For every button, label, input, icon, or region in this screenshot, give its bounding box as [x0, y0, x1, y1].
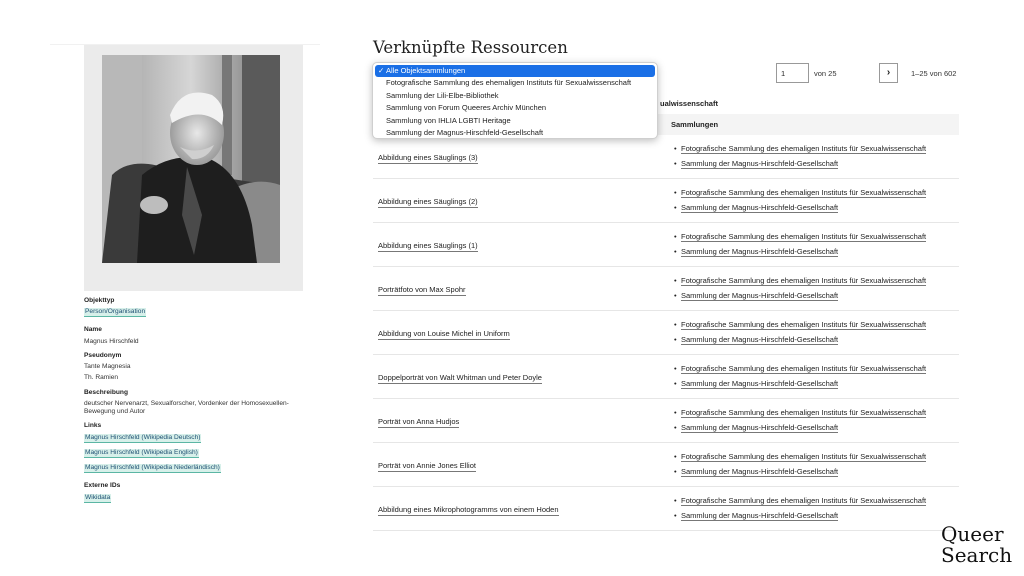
- meta-field: [84, 422, 314, 476]
- resource-title-link[interactable]: Abbildung eines Säuglings (3): [378, 153, 478, 162]
- resource-title-link[interactable]: Doppelporträt von Walt Whitman und Peter Doyle: [378, 373, 542, 382]
- collection-list-item: [674, 423, 838, 433]
- bullet-icon: •: [674, 511, 677, 520]
- bullet-icon: •: [674, 159, 677, 168]
- collection-filter-dropdown[interactable]: [372, 62, 658, 139]
- bullet-icon: •: [674, 320, 677, 329]
- meta-label: Pseudonym: [84, 351, 122, 359]
- collection-link[interactable]: Sammlung der Magnus-Hirschfeld-Gesellschaft: [681, 467, 839, 476]
- bullet-icon: •: [674, 364, 677, 373]
- table-row: [373, 399, 959, 443]
- meta-label: Objekttyp: [84, 297, 115, 304]
- dropdown-option-label: Fotografische Sammlung des ehemaligen Instituts für Sexualwissenschaft: [386, 78, 632, 88]
- result-range: 1–25 von 602: [911, 69, 957, 78]
- table-row: [373, 311, 959, 355]
- collection-list-item: [674, 247, 838, 257]
- dropdown-option[interactable]: [375, 65, 655, 77]
- bullet-icon: •: [674, 203, 677, 212]
- table-row: [373, 267, 959, 311]
- collection-list-item: [674, 452, 926, 462]
- collection-list-item: [674, 188, 926, 198]
- collection-list-item: [674, 291, 838, 301]
- collection-link[interactable]: Fotografische Sammlung des ehemaligen Instituts für Sexualwissenschaft: [681, 276, 927, 285]
- page-number-input[interactable]: 1: [776, 63, 809, 83]
- next-page-button[interactable]: ›: [879, 63, 898, 83]
- collection-list-item: [674, 159, 838, 169]
- meta-label: Externe IDs: [84, 482, 121, 490]
- bullet-icon: •: [674, 423, 677, 432]
- logo-line-1: Queer: [941, 522, 1004, 546]
- resource-title-link[interactable]: Porträt von Anna Hudjos: [378, 417, 460, 426]
- dropdown-option[interactable]: [375, 77, 655, 89]
- collection-list-item: [674, 408, 926, 418]
- bullet-icon: •: [674, 188, 677, 197]
- meta-link[interactable]: Person/Organisation: [84, 308, 146, 317]
- collection-list-item: [674, 203, 838, 213]
- column-header-collections: Sammlungen: [671, 120, 719, 129]
- meta-value: Tante Magnesia: [84, 363, 131, 371]
- bullet-icon: •: [674, 291, 677, 300]
- bullet-icon: •: [674, 247, 677, 256]
- collection-heading: ualwissenschaft: [660, 99, 718, 108]
- collection-link[interactable]: Sammlung der Magnus-Hirschfeld-Gesellschaft: [681, 247, 839, 256]
- meta-label: Name: [84, 326, 102, 334]
- dropdown-option[interactable]: [375, 90, 655, 102]
- collection-link[interactable]: Sammlung der Magnus-Hirschfeld-Gesellschaft: [681, 379, 839, 388]
- collection-link[interactable]: Fotografische Sammlung des ehemaligen Instituts für Sexualwissenschaft: [681, 364, 927, 373]
- check-icon: ✓: [378, 66, 385, 75]
- table-row: [373, 135, 959, 179]
- table-row: [373, 443, 959, 487]
- dropdown-option-label: Sammlung der Lili-Elbe-Bibliothek: [386, 90, 499, 100]
- meta-field: [84, 352, 314, 383]
- object-metadata: [84, 297, 314, 512]
- collection-list-item: [674, 335, 838, 345]
- meta-field: [84, 297, 314, 320]
- meta-field: [84, 389, 314, 417]
- meta-link[interactable]: Magnus Hirschfeld (Wikipedia English): [84, 449, 199, 458]
- collection-link[interactable]: Sammlung der Magnus-Hirschfeld-Gesellschaft: [681, 335, 839, 344]
- meta-value: Th. Ramien: [84, 374, 119, 382]
- table-row: [373, 179, 959, 223]
- collection-link[interactable]: Fotografische Sammlung des ehemaligen Instituts für Sexualwissenschaft: [681, 188, 927, 197]
- collection-list-item: [674, 276, 926, 286]
- logo-line-2: Search: [941, 543, 1013, 567]
- dropdown-option-label: Sammlung von Forum Queeres Archiv München: [386, 103, 547, 113]
- resource-title-link[interactable]: Abbildung eines Mikrophotogramms von einem Hoden: [378, 505, 559, 514]
- resource-title-link[interactable]: Porträtfoto von Max Spohr: [378, 285, 466, 294]
- collection-link[interactable]: Sammlung der Magnus-Hirschfeld-Gesellschaft: [681, 203, 839, 212]
- dropdown-option[interactable]: [375, 102, 655, 114]
- collection-list-item: [674, 144, 926, 154]
- bullet-icon: •: [674, 232, 677, 241]
- meta-label: Beschreibung: [84, 388, 128, 396]
- meta-value: Magnus Hirschfeld: [84, 337, 139, 345]
- table-row: [373, 223, 959, 267]
- collection-list-item: [674, 511, 838, 521]
- table-row: [373, 487, 959, 531]
- collection-list-item: [674, 496, 926, 506]
- meta-value: deutscher Nervenarzt, Sexualforscher, Vordenker der Homosexuellen-Bewegung und Autor: [84, 399, 289, 416]
- resource-title-link[interactable]: Abbildung eines Säuglings (2): [378, 197, 478, 206]
- table-row: [373, 355, 959, 399]
- dropdown-option[interactable]: [375, 115, 655, 127]
- collection-list-item: [674, 467, 838, 477]
- meta-link[interactable]: Magnus Hirschfeld (Wikipedia Niederländisch): [84, 464, 221, 473]
- page-count: von 25: [814, 69, 837, 78]
- bullet-icon: •: [674, 496, 677, 505]
- meta-link[interactable]: Wikidata: [84, 494, 111, 503]
- collection-list-item: [674, 364, 926, 374]
- collection-list-item: [674, 379, 838, 389]
- collection-link[interactable]: Sammlung der Magnus-Hirschfeld-Gesellschaft: [681, 511, 839, 520]
- bullet-icon: •: [674, 452, 677, 461]
- collection-list-item: [674, 320, 926, 330]
- resource-title-link[interactable]: Abbildung von Louise Michel in Uniform: [378, 329, 510, 338]
- bullet-icon: •: [674, 467, 677, 476]
- resource-title-link[interactable]: Porträt von Annie Jones Elliot: [378, 461, 476, 470]
- queer-search-logo[interactable]: [941, 524, 1021, 566]
- collection-link[interactable]: Sammlung der Magnus-Hirschfeld-Gesellschaft: [681, 159, 839, 168]
- collection-list-item: [674, 232, 926, 242]
- bullet-icon: •: [674, 276, 677, 285]
- collection-link[interactable]: Fotografische Sammlung des ehemaligen Instituts für Sexualwissenschaft: [681, 496, 927, 505]
- collection-link[interactable]: Sammlung der Magnus-Hirschfeld-Gesellschaft: [681, 423, 839, 432]
- bullet-icon: •: [674, 379, 677, 388]
- bullet-icon: •: [674, 335, 677, 344]
- collection-link[interactable]: Fotografische Sammlung des ehemaligen Instituts für Sexualwissenschaft: [681, 452, 927, 461]
- dropdown-option[interactable]: [375, 127, 655, 139]
- portrait-photo: [102, 55, 280, 263]
- collection-link[interactable]: Fotografische Sammlung des ehemaligen Instituts für Sexualwissenschaft: [681, 320, 927, 329]
- resources-table: [373, 114, 959, 531]
- dropdown-option-label: Alle Objektsammlungen: [386, 66, 466, 75]
- collection-link[interactable]: Fotografische Sammlung des ehemaligen Instituts für Sexualwissenschaft: [681, 144, 927, 153]
- meta-link[interactable]: Magnus Hirschfeld (Wikipedia Deutsch): [84, 434, 201, 443]
- bullet-icon: •: [674, 144, 677, 153]
- dropdown-option-label: Sammlung der Magnus-Hirschfeld-Gesellschaft: [386, 127, 544, 137]
- meta-field: [84, 482, 314, 505]
- page-title: Verknüpfte Ressourcen: [373, 38, 568, 57]
- collection-link[interactable]: Sammlung der Magnus-Hirschfeld-Gesellschaft: [681, 291, 839, 300]
- bullet-icon: •: [674, 408, 677, 417]
- resource-title-link[interactable]: Abbildung eines Säuglings (1): [378, 241, 478, 250]
- collection-link[interactable]: Fotografische Sammlung des ehemaligen Instituts für Sexualwissenschaft: [681, 408, 927, 417]
- collection-link[interactable]: Fotografische Sammlung des ehemaligen Instituts für Sexualwissenschaft: [681, 232, 927, 241]
- dropdown-option-label: Sammlung von IHLIA LGBTI Heritage: [386, 115, 511, 125]
- meta-label: Links: [84, 422, 102, 430]
- meta-field: [84, 326, 314, 345]
